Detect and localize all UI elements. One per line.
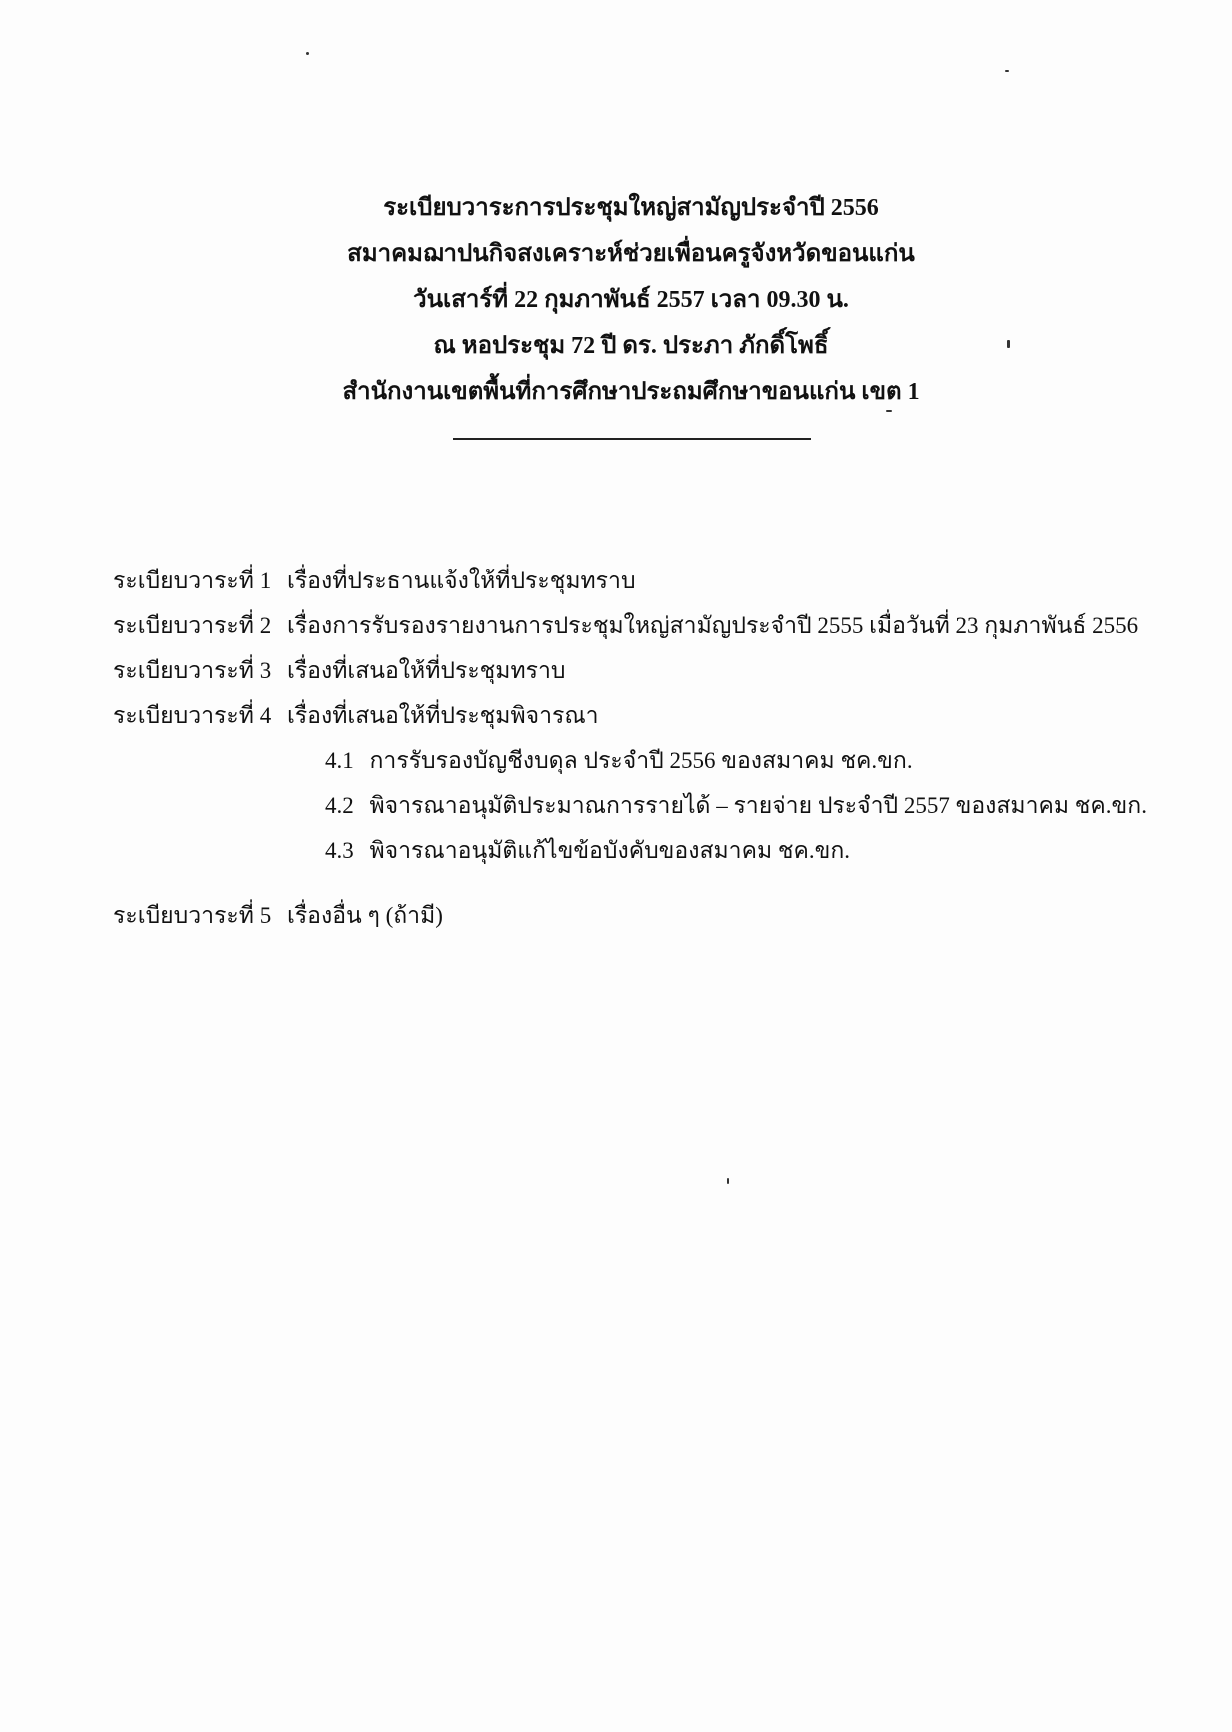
agenda-item-label: ระเบียบวาระที่ 5 [113, 903, 272, 928]
agenda-item-label: ระเบียบวาระที่ 1 [113, 568, 272, 593]
scan-speck [886, 410, 892, 412]
scan-speck [306, 52, 309, 55]
header-venue: ณ หอประชุม 72 ปี ดร. ประภา ภักดิ์โพธิ์ [433, 333, 829, 359]
sub-item-text: การรับรองบัญชีงบดุล ประจำปี 2556 ของสมาคม ชค.ขก. [369, 748, 913, 773]
agenda-item-text: เรื่องที่ประธานแจ้งให้ที่ประชุมทราบ [286, 568, 636, 593]
sub-item-4-2 [325, 783, 1147, 828]
agenda-item-5 [113, 893, 1113, 938]
scan-speck [1007, 340, 1010, 348]
header-divider [453, 438, 811, 440]
agenda-item-4 [113, 693, 1113, 738]
agenda-sub-items [325, 738, 1147, 873]
agenda-item-text: เรื่องการรับรองรายงานการประชุมใหญ่สามัญประจำปี 2555 เมื่อวันที่ 23 กุมภาพันธ์ 2556 [286, 613, 1139, 638]
sub-item-4-1 [325, 738, 1113, 783]
agenda-item-label: ระเบียบวาระที่ 4 [113, 703, 272, 728]
sub-item-number: 4.2 [325, 793, 354, 818]
agenda-item-label: ระเบียบวาระที่ 3 [113, 658, 272, 683]
agenda-item-1 [113, 558, 1113, 603]
header-organization: สมาคมฌาปนกิจสงเคราะห์ช่วยเพื่อนครูจังหวัดขอนแก่น [347, 241, 915, 267]
agenda-item-text: เรื่องอื่น ๆ (ถ้ามี) [286, 903, 443, 928]
sub-item-4-3 [325, 828, 1113, 873]
header-title: ระเบียบวาระการประชุมใหญ่สามัญประจำปี 2556 [383, 195, 879, 221]
scan-speck [727, 1178, 729, 1184]
sub-item-text: พิจารณาอนุมัติประมาณการรายได้ – รายจ่าย ประจำปี 2557 ของสมาคม ชค.ขก. [369, 793, 1147, 818]
header-date-time: วันเสาร์ที่ 22 กุมภาพันธ์ 2557 เวลา 09.30 น. [413, 287, 849, 313]
agenda-list [113, 558, 1147, 938]
sub-item-number: 4.1 [325, 748, 354, 773]
agenda-item-text: เรื่องที่เสนอให้ที่ประชุมพิจารณา [286, 703, 599, 728]
agenda-item-label: ระเบียบวาระที่ 2 [113, 613, 272, 638]
agenda-item-text: เรื่องที่เสนอให้ที่ประชุมทราบ [286, 658, 566, 683]
agenda-item-2 [113, 603, 1139, 648]
scan-speck [1005, 70, 1009, 72]
header-office: สำนักงานเขตพื้นที่การศึกษาประถมศึกษาขอนแก่น เขต 1 [342, 379, 920, 405]
document-header [0, 185, 1232, 415]
sub-item-number: 4.3 [325, 838, 354, 863]
agenda-item-3 [113, 648, 1113, 693]
sub-item-text: พิจารณาอนุมัติแก้ไขข้อบังคับของสมาคม ชค.ขก. [369, 838, 851, 863]
